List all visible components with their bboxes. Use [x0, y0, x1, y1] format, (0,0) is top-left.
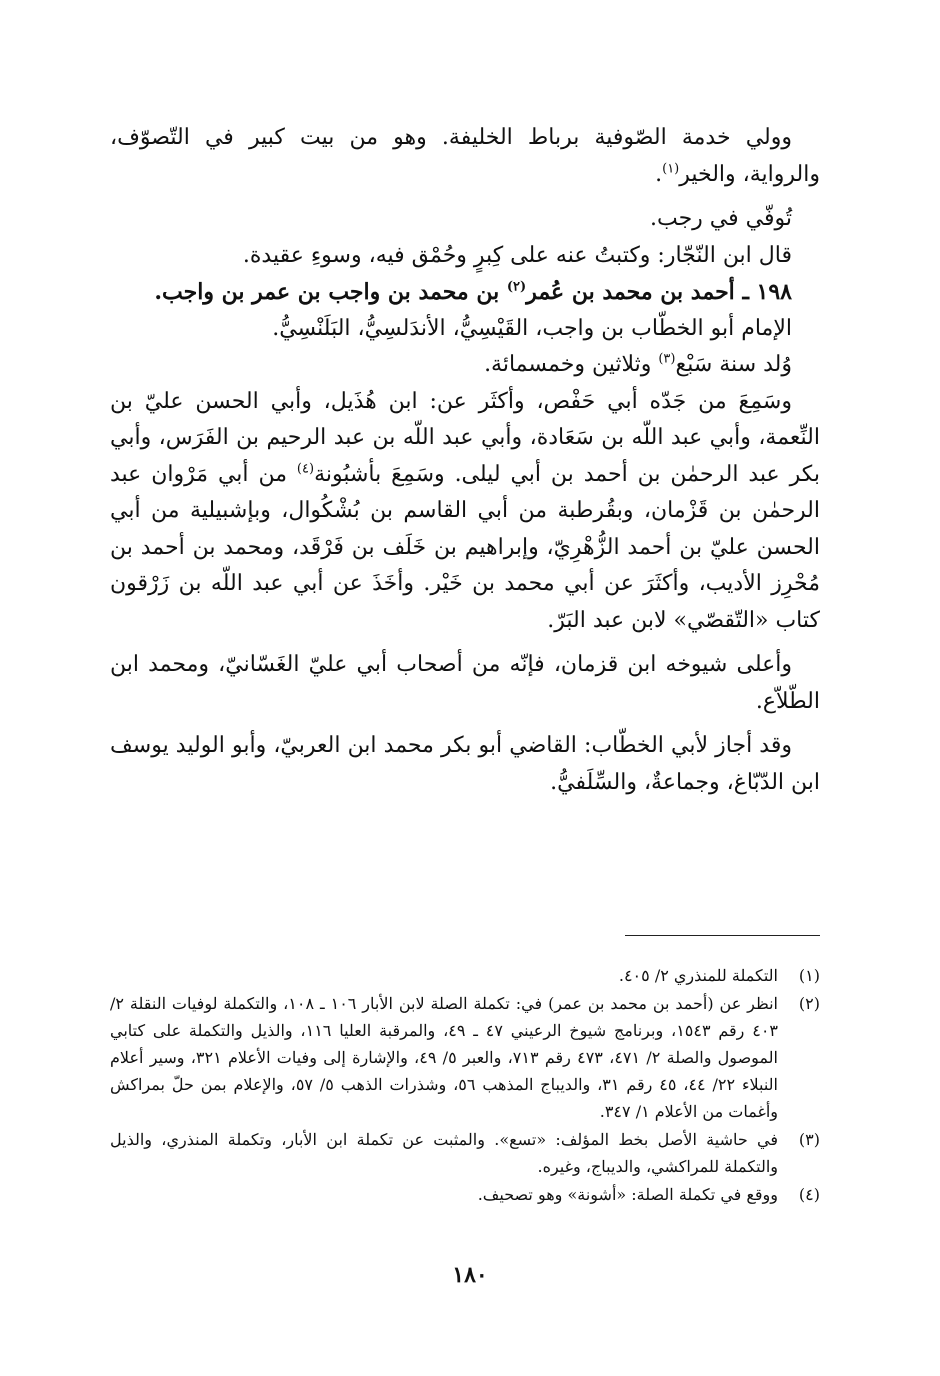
paragraph-1: وولي خدمة الصّوفية برباط الخليفة. وهو من بيت كبير في التّصوّف، والرواية، والخير$^{(١)}$. [110, 125, 820, 187]
footnote-text: التكملة للمنذري ٢/ ٤٠٥. [618, 966, 778, 985]
paragraph-5: الإمام أبو الخطّاب بن واجب، القَيْسِيُّ، الأندَلسِيُّ، البَلَنْسِيُّ. [272, 315, 792, 341]
footnote-3 [110, 1126, 820, 1180]
paragraph-9: وقد أجاز لأبي الخطّاب: القاضي أبو بكر محمد ابن العربيّ، وأبو الوليد يوسف ابن الدّبّاغ، وجماعةٌ، والسِّلَفيُّ. [110, 733, 820, 795]
footnote-4 [110, 1181, 820, 1208]
footnote-1 [110, 962, 820, 989]
footnote-text: ووقع في تكملة الصلة: «أشونة» وهو تصحيف. [477, 1185, 778, 1204]
footnote-number: (٣) [798, 1130, 820, 1149]
paragraph-6: وُلد سنة سَبْع$^{(٣)}$ وثلاثين وخمسمائة. [484, 351, 792, 377]
footnote-text: في حاشية الأصل بخط المؤلف: «تسع». والمثبت عن تكملة ابن الأبار، وتكملة المنذري، والذيل والتكملة للمراكشي، والديباج، وغيره. [110, 1130, 778, 1176]
paragraph-7: وسَمِعَ من جَدّه أبي حَفْص، وأكثَر عن: ابن هُذَيل، وأبي الحسن عليّ بن النِّعمة، وأبي عبد اللّه بن سَعَادة، وأبي عبد اللّه بن عبد الرحيم بن الفَرَس، وأبي بكر عبد الرحمٰن بن أحمد بن أبي ليلى. وسَمِعَ بأشبُونة$^{(٤)}$ من أبي مَرْوان عبد الرحمٰن بن قَزْمان، وبقُرطبة من أبي القاسم بن بُشْكُوال، وبإشبيلية من أبي الحسن عليّ بن أحمد الزُّهْرِيّ، وإبراهيم بن خَلَف بن فَرْقَد، ومحمد بن أحمد بن مُحْرِز الأديب، وأكثَرَ عن أبي محمد بن خَيْر. وأخَذَ عن أبي عبد اللّه بن زَرْقون كتاب «التّقصّي» لابن عبد البَرّ. [110, 388, 820, 633]
main-text [110, 120, 820, 801]
footnote-number: (٤) [798, 1185, 820, 1204]
footnote-number: (٢) [798, 994, 820, 1013]
paragraph-3: قال ابن النّجّار: وكتبتُ عنه على كِبرٍ وحُمْق فيه، وسوءِ عقيدة. [242, 242, 792, 268]
footnote-2 [110, 990, 820, 1125]
footnotes [110, 962, 820, 1209]
footnote-text: انظر عن (أحمد بن محمد بن عمر) في: تكملة الصلة لابن الأبار ١٠٦ ـ ١٠٨، والتكملة لوفيات النقلة ٢/ ٤٠٣ رقم ١٥٤٣، وبرنامج شيوخ الرعيني ٤٧ ـ ٤٩، والمرقبة العليا ١١٦، والذيل والتكملة على كتابي الموصول والصلة ٢/ ٤٧١، ٤٧٣ رقم ٧١٣، والعبر ٥/ ٤٩، والإشارة إلى وفيات الأعلام ٣٢١، وسير أعلام النبلاء ٢٢/ ٤٤، ٤٥ رقم ٣١، والديباج المذهب ٥٦، وشذرات الذهب ٥/ ٥٧، والإعلام بمن حلّ بمراكش وأغمات من الأعلام ١/ ٣٤٧. [110, 994, 779, 1121]
paragraph-2: تُوفّي في رجب. [649, 206, 792, 231]
footnote-ref-2[interactable]: (٢) [506, 279, 527, 295]
footnote-divider [625, 935, 820, 936]
footnote-number: (١) [798, 966, 820, 985]
footnote-ref-1[interactable]: (١) [662, 161, 680, 177]
footnote-ref-4[interactable]: (٤) [296, 461, 315, 477]
footnote-ref-3[interactable]: (٣) [658, 351, 676, 367]
paragraph-8: وأعلى شيوخه ابن قزمان، فإنّه من أصحاب أبي عليّ الغَسّانيّ، ومحمد ابن الطّلاّع. [110, 652, 820, 714]
page-number: ١٨٠ [452, 1262, 488, 1288]
entry-heading: ١٩٨ ـ أحمد بن محمد بن عُمر$^{(٢)}$ بن محمد بن واجب بن عمر بن واجب. [154, 279, 792, 305]
